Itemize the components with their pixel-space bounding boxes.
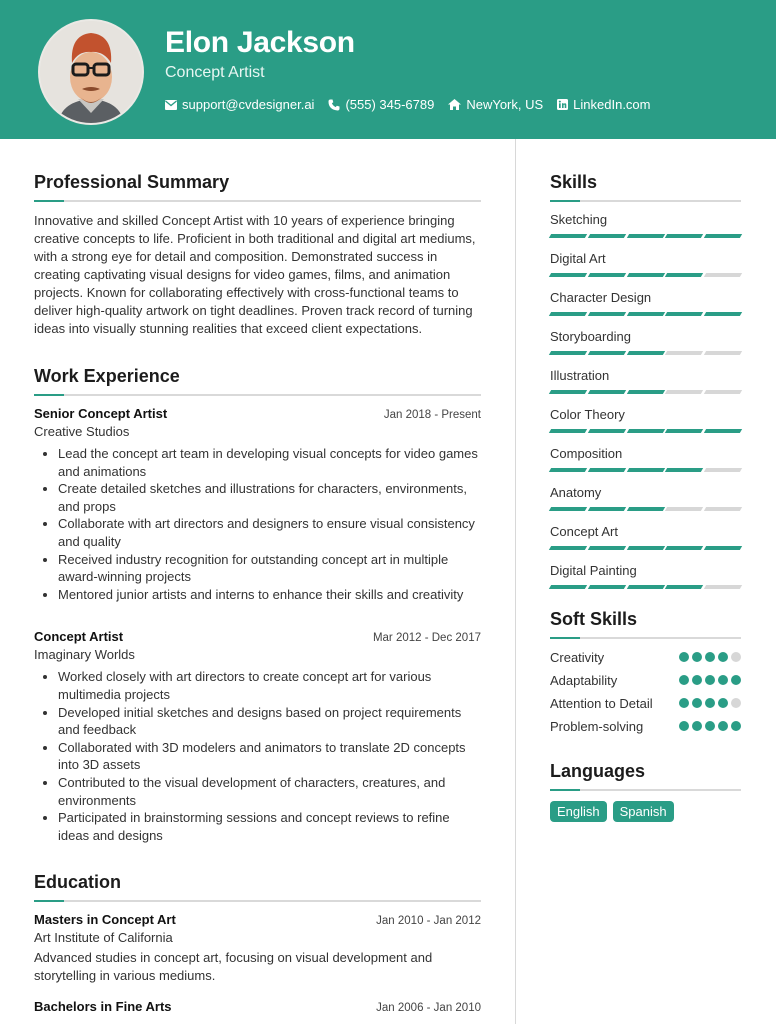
skill-level-bar (550, 390, 741, 394)
skill-item (550, 329, 741, 355)
section-rule (550, 637, 741, 639)
skill-name: Character Design (550, 290, 652, 305)
bullet-item: • Participated in brainstorming sessions and concept reviews to refine ideas and designs (58, 809, 481, 844)
candidate-title: Concept Artist (165, 64, 265, 81)
soft-skill-name: Problem-solving (550, 719, 644, 734)
skill-level-segment (665, 429, 703, 433)
education-heading: Education (34, 872, 122, 893)
skill-level-segment (626, 468, 664, 472)
rating-dot (718, 698, 728, 708)
skill-level-bar (550, 468, 741, 472)
skill-name: Illustration (550, 368, 610, 383)
skill-level-segment (588, 585, 626, 589)
skill-item (550, 368, 741, 394)
location-text: NewYork, US (466, 97, 544, 112)
rating-dot (731, 698, 741, 708)
soft-skill-name: Attention to Detail (550, 696, 653, 711)
education-date: Jan 2010 - Jan 2012 (376, 915, 481, 928)
skill-level-segment (588, 351, 626, 355)
bullet-item: • Collaborate with art directors and designers to ensure visual consistency and quality (58, 515, 481, 550)
soft-skill-rating (679, 721, 741, 731)
summary-section (34, 170, 481, 338)
skill-level-segment (588, 312, 626, 316)
education-description: Advanced studies in concept art, focusing on visual development and storytelling in various mediums. (34, 950, 433, 984)
skill-level-segment (549, 507, 587, 511)
skill-level-bar (550, 546, 741, 550)
rating-dot (731, 652, 741, 662)
skill-level-segment (665, 390, 703, 394)
section-rule (34, 900, 481, 902)
skill-level-segment (626, 273, 664, 277)
experience-section (34, 364, 481, 844)
rating-dot (705, 721, 715, 731)
skill-item (550, 290, 741, 316)
soft-skill-rating (679, 652, 741, 662)
education-entry (34, 999, 481, 1014)
bullet-item: • Worked closely with art directors to create concept art for various multimedia projects (58, 668, 481, 703)
skill-level-segment (549, 390, 587, 394)
job-role: Concept Artist (34, 629, 124, 645)
skill-level-segment (704, 546, 742, 550)
language-tags (550, 801, 741, 822)
skill-level-segment (626, 585, 664, 589)
degree-title: Masters in Concept Art (34, 912, 176, 928)
soft-skill-item (550, 672, 741, 689)
education-entry (34, 912, 481, 985)
contact-list (165, 97, 665, 112)
skill-level-segment (549, 273, 587, 277)
job-company: Imaginary Worlds (34, 647, 135, 663)
skill-name: Concept Art (550, 524, 618, 539)
skill-name: Color Theory (550, 407, 625, 422)
phone-icon (328, 99, 340, 111)
contact-email[interactable] (165, 97, 314, 112)
section-rule (34, 394, 481, 396)
column-divider (515, 139, 516, 1024)
skill-level-segment (665, 273, 703, 277)
skill-level-segment (665, 234, 703, 238)
skill-level-segment (549, 351, 587, 355)
skill-level-segment (704, 351, 742, 355)
soft-skill-item (550, 695, 741, 712)
contact-phone[interactable] (328, 97, 434, 112)
soft-skill-rating (679, 698, 741, 708)
rating-dot (692, 721, 702, 731)
skill-level-segment (665, 507, 703, 511)
skill-level-segment (704, 390, 742, 394)
skill-level-segment (665, 546, 703, 550)
skill-level-segment (588, 468, 626, 472)
contact-linkedin[interactable] (557, 97, 650, 112)
rating-dot (705, 675, 715, 685)
skill-name: Sketching (550, 212, 608, 227)
skills-section (550, 170, 741, 589)
candidate-name: Elon Jackson (165, 26, 355, 59)
soft-skill-name: Adaptability (550, 673, 618, 688)
skill-level-segment (704, 273, 742, 277)
soft-skill-item (550, 718, 741, 735)
contact-location (448, 97, 543, 112)
home-icon (448, 99, 461, 110)
rating-dot (692, 675, 702, 685)
language-tag: Spanish (613, 801, 674, 822)
skill-level-segment (665, 312, 703, 316)
skill-item (550, 524, 741, 550)
rating-dot (679, 675, 689, 685)
skill-level-segment (549, 585, 587, 589)
section-rule (550, 789, 741, 791)
rating-dot (718, 652, 728, 662)
skill-level-segment (549, 546, 587, 550)
rating-dot (679, 721, 689, 731)
rating-dot (692, 698, 702, 708)
skill-level-segment (549, 234, 587, 238)
bullet-item: • Collaborated with 3D modelers and animators to translate 2D concepts into 3D assets (58, 739, 481, 774)
soft-skills-heading: Soft Skills (550, 609, 638, 629)
skill-name: Composition (550, 446, 623, 461)
skill-level-segment (549, 312, 587, 316)
skill-item (550, 407, 741, 433)
soft-skill-rating (679, 675, 741, 685)
skill-level-segment (588, 507, 626, 511)
skill-level-segment (704, 429, 742, 433)
skills-list (550, 212, 741, 589)
skill-name: Anatomy (550, 485, 602, 500)
skill-level-segment (704, 585, 742, 589)
soft-skills-section (550, 607, 741, 735)
job-company: Creative Studios (34, 424, 130, 439)
skill-level-segment (549, 468, 587, 472)
skill-level-segment (704, 468, 742, 472)
skill-level-bar (550, 585, 741, 589)
skill-level-segment (704, 507, 742, 511)
language-tag: English (550, 801, 607, 822)
education-date: Jan 2006 - Jan 2010 (376, 1002, 481, 1015)
bullet-item: • Contributed to the visual development of characters, creatures, and environments (58, 774, 481, 809)
skill-level-segment (626, 351, 664, 355)
skill-name: Digital Art (550, 251, 606, 266)
skill-item (550, 446, 741, 472)
skill-level-bar (550, 429, 741, 433)
education-section (34, 870, 481, 1014)
bullet-item: • Create detailed sketches and illustrations for characters, environments, and props (58, 480, 481, 515)
linkedin-text: LinkedIn.com (573, 97, 651, 112)
skill-level-segment (549, 429, 587, 433)
skill-level-segment (588, 234, 626, 238)
skill-name: Storyboarding (550, 329, 631, 344)
rating-dot (731, 721, 741, 731)
linkedin-icon (557, 99, 568, 110)
skill-name: Digital Painting (550, 563, 637, 578)
skill-item (550, 485, 741, 511)
profile-photo (38, 19, 144, 125)
skill-level-segment (665, 585, 703, 589)
job-role: Senior Concept Artist (34, 406, 168, 421)
rating-dot (679, 698, 689, 708)
skill-level-segment (704, 312, 742, 316)
skill-item (550, 251, 741, 277)
skill-level-segment (588, 273, 626, 277)
avatar-illustration (40, 21, 142, 123)
languages-heading: Languages (550, 761, 646, 781)
skill-item (550, 563, 741, 589)
skill-level-segment (588, 546, 626, 550)
skill-level-segment (665, 351, 703, 355)
rating-dot (692, 652, 702, 662)
skill-level-segment (626, 429, 664, 433)
soft-skill-name: Creativity (550, 650, 605, 665)
skill-level-bar (550, 234, 741, 238)
rating-dot (718, 675, 728, 685)
skill-level-bar (550, 351, 741, 355)
section-rule (550, 200, 741, 202)
skill-level-segment (626, 390, 664, 394)
section-rule (34, 200, 481, 202)
bullet-item: • Developed initial sketches and designs based on project requirements and feedback (58, 704, 481, 739)
rating-dot (705, 698, 715, 708)
skill-level-segment (588, 429, 626, 433)
header-banner (0, 0, 776, 139)
email-text: support@cvdesigner.ai (182, 97, 315, 112)
job-date: Mar 2012 - Dec 2017 (372, 632, 481, 645)
skill-level-segment (626, 234, 664, 238)
soft-skill-item (550, 649, 741, 666)
rating-dot (731, 675, 741, 685)
rating-dot (705, 652, 715, 662)
degree-title: Bachelors in Fine Arts (34, 999, 172, 1015)
bullet-item: • Lead the concept art team in developing visual concepts for video games and animations (58, 445, 481, 480)
soft-skills-list (550, 649, 741, 735)
summary-text: Innovative and skilled Concept Artist with 10 years of experience bringing creative concepts to life. Proficient in both traditional and digital art mediums, with a strong eye for detail and composition. Demonstrated success in creating captivating visual designs for video games, films, and animation projects. Known for collaborating effectively with cross-functional teams to deliver high-quality artwork on tight deadlines. Proven track record of turning ideas into visually stunning realities that exceed client expectations. (34, 213, 476, 336)
languages-section (550, 759, 741, 822)
skill-level-segment (588, 390, 626, 394)
skill-level-bar (550, 273, 741, 277)
skill-level-segment (626, 507, 664, 511)
job-date: Jan 2018 - Present (383, 409, 481, 421)
skill-level-bar (550, 312, 741, 316)
skill-level-segment (704, 234, 742, 238)
bullet-item: • Received industry recognition for outstanding concept art in multiple award-winning projects (58, 551, 481, 586)
rating-dot (679, 652, 689, 662)
bullet-item: • Mentored junior artists and interns to enhance their skills and creativity (58, 586, 481, 604)
summary-heading: Professional Summary (34, 172, 230, 192)
job-entry (34, 629, 481, 844)
sidebar-column (550, 170, 741, 822)
main-column (34, 170, 481, 1014)
rating-dot (718, 721, 728, 731)
skill-level-segment (626, 546, 664, 550)
skill-item (550, 212, 741, 238)
envelope-icon (165, 100, 177, 110)
skills-heading: Skills (550, 172, 598, 192)
job-entry (34, 406, 481, 603)
phone-text: (555) 345-6789 (345, 97, 435, 112)
experience-heading: Work Experience (34, 366, 180, 386)
school-name: Art Institute of California (34, 930, 173, 946)
skill-level-bar (550, 507, 741, 511)
job-bullets (34, 668, 481, 844)
skill-level-segment (665, 468, 703, 472)
skill-level-segment (626, 312, 664, 316)
job-bullets (34, 445, 481, 603)
